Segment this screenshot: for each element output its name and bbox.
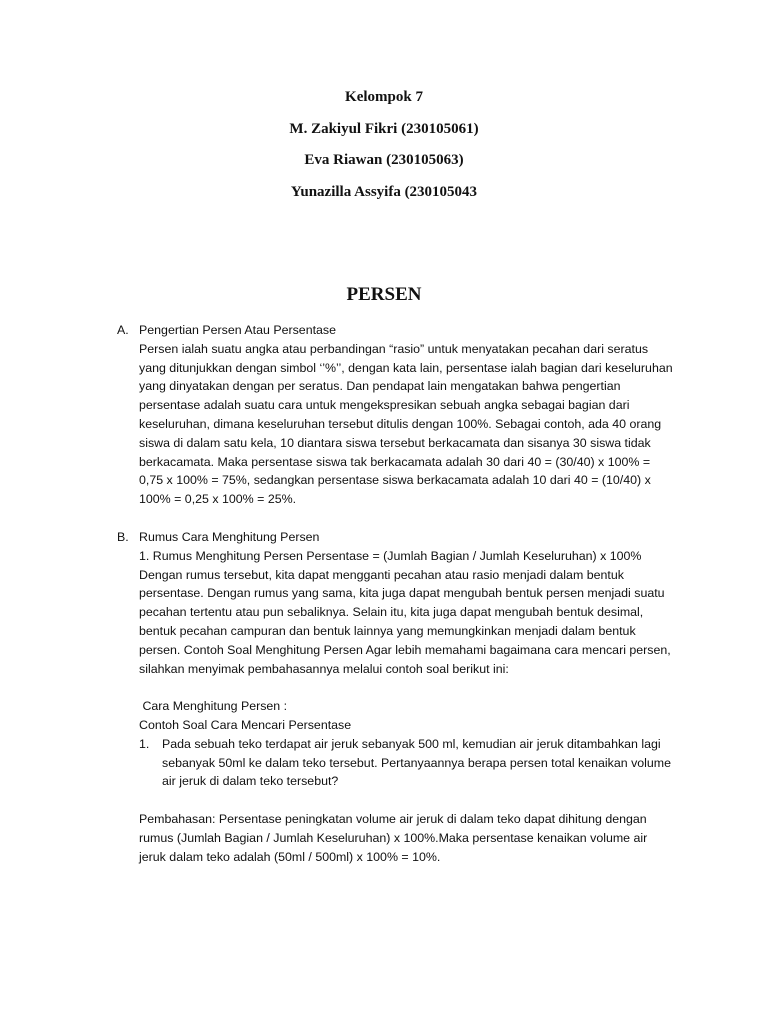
spacer [117, 791, 677, 810]
section-b [117, 528, 677, 866]
section-b-paragraph: Dengan rumus tersebut, kita dapat mengganti pecahan atau rasio menjadi dalam bentuk persentase. Dengan rumus yang sama, kita juga dapat mengubah bentuk persen menjadi suatu pecahan tertentu atau pun sebaliknya. Selain itu, kita juga dapat mengubah bentuk desimal, bentuk pecahan campuran dan bentuk lainnya yang memungkinkan menjadi dalam bentuk persen. Contoh Soal Menghitung Persen Agar lebih memahami bagaimana cara mencari persen, silahkan menyimak pembahasannya melalui contoh soal berikut ini: [139, 567, 671, 676]
spacer [117, 678, 677, 697]
section-b-heading-row [117, 528, 677, 547]
example-number: 1. [139, 736, 150, 751]
document-title: PERSEN [346, 284, 422, 305]
author-header [0, 86, 768, 212]
section-letter: A. [117, 323, 129, 337]
section-a-paragraph: Persen ialah suatu angka atau perbandingan “rasio” untuk menyatakan pecahan dari seratus yang ditunjukkan dengan simbol ‘’%’’, dengan kata lain, persentase ialah bagian dari keseluruhan yang dinyatakan dengan per seratus. Dan pendapat lain mengatakan bahwa pengertian persentase adalah suatu cara untuk mengekspresikan sebuah angka sebagai bagian dari keseluruhan, dimana keseluruhan tersebut ditulis dengan 100%. Sebagai contoh, ada 40 orang siswa di dalam satu kela, 10 diantara siswa tersebut berkacamata dan sisanya 30 siswa tidak berkacamata. Maka persentase siswa tak berkacamata adalah 30 dari 40 = (30/40) x 100% = 0,75 x 100% = 75%, sedangkan persentase siswa berkacamata adalah 10 dari 40 = (10/40) x 100% = 0,25 x 100% = 25%. [139, 341, 673, 507]
member-name: Yunazilla Assyifa (230105043 [290, 183, 478, 200]
discussion-paragraph: Pembahasan: Persentase peningkatan volume air jeruk di dalam teko dapat dihitung dengan rumus (Jumlah Bagian / Jumlah Keseluruhan) x 100%.Maka persentase kenaikan volume air jeruk dalam teko adalah (50ml / 500ml) x 100% = 10%. [139, 811, 648, 864]
formula-line: 1. Rumus Menghitung Persen Persentase = (Jumlah Bagian / Jumlah Keseluruhan) x 100% [139, 548, 642, 563]
example-title: Contoh Soal Cara Mencari Persentase [139, 717, 352, 732]
section-letter: B. [117, 530, 129, 544]
section-a-heading-row [117, 321, 677, 340]
section-a [117, 321, 677, 509]
group-name: Kelompok 7 [345, 89, 423, 105]
example-text: Pada sebuah teko terdapat air jeruk sebanyak 500 ml, kemudian air jeruk ditambahkan lagi sebanyak 50ml ke dalam teko tersebut. Pertanyaannya berapa persen total kenaikan volume air jeruk di dalam teko tersebut? [162, 736, 672, 789]
member-name: M. Zakiyul Fikri (230105061) [289, 120, 479, 137]
member-name: Eva Riawan (230105063) [304, 152, 464, 168]
section-heading: Rumus Cara Menghitung Persen [139, 530, 320, 544]
section-heading: Pengertian Persen Atau Persentase [139, 323, 337, 337]
sub-heading: Cara Menghitung Persen : [139, 699, 288, 714]
example-item [117, 735, 677, 791]
